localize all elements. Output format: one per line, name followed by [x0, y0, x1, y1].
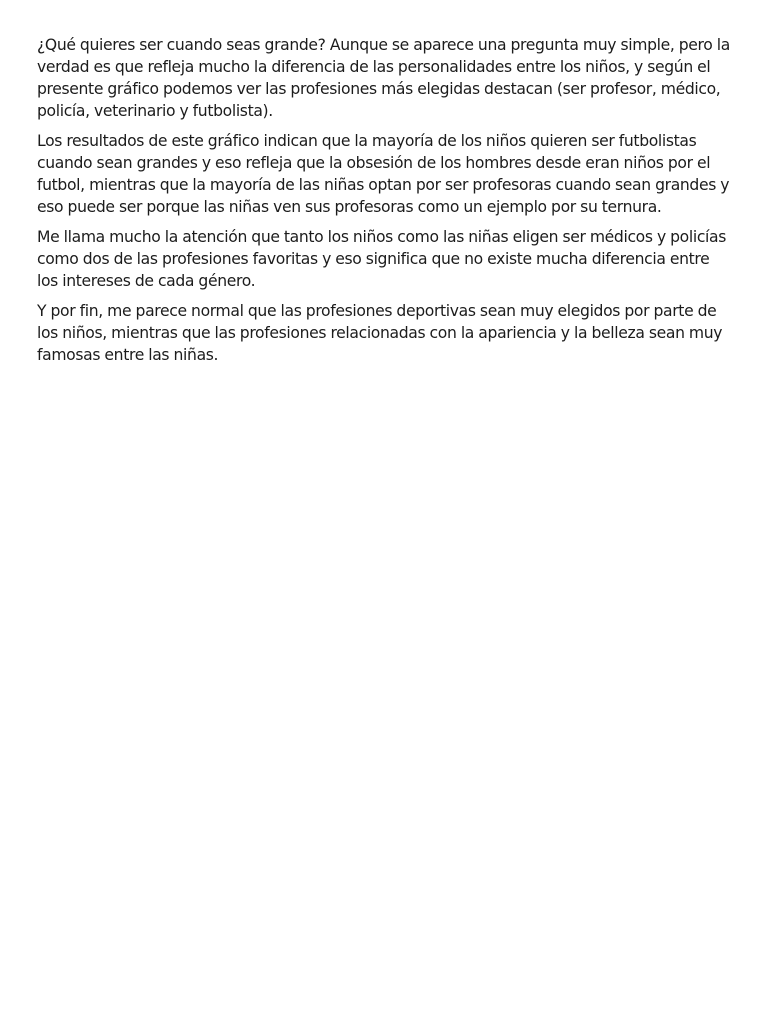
paragraph-results: Los resultados de este gráfico indican que la mayoría de los niños quieren ser futbolistas cuando sean grandes y eso refleja que la obsesión de los hombres desde eran niños por el futbol, mientras que la mayoría de las niñas optan por ser profesoras cuando sean grandes y eso puede ser porque las niñas ven sus profesoras como un ejemplo por su ternura. [37, 132, 730, 216]
paragraph-intro: ¿Qué quieres ser cuando seas grande? Aunque se aparece una pregunta muy simple, pero la verdad es que refleja mucho la diferencia de las personalidades entre los niños, y según el presente gráfico podemos ver las profesiones más elegidas destacan (ser profesor, médico, policía, veterinario y futbolista). [37, 36, 730, 120]
paragraph-conclusion: Y por fin, me parece normal que las profesiones deportivas sean muy elegidos por parte de los niños, mientras que las profesiones relacionadas con la apariencia y la belleza sean muy famosas entre las niñas. [37, 302, 723, 364]
paragraph-observation: Me llama mucho la atención que tanto los niños como las niñas eligen ser médicos y policías como dos de las profesiones favoritas y eso significa que no existe mucha diferencia entre los intereses de cada género. [37, 228, 727, 290]
